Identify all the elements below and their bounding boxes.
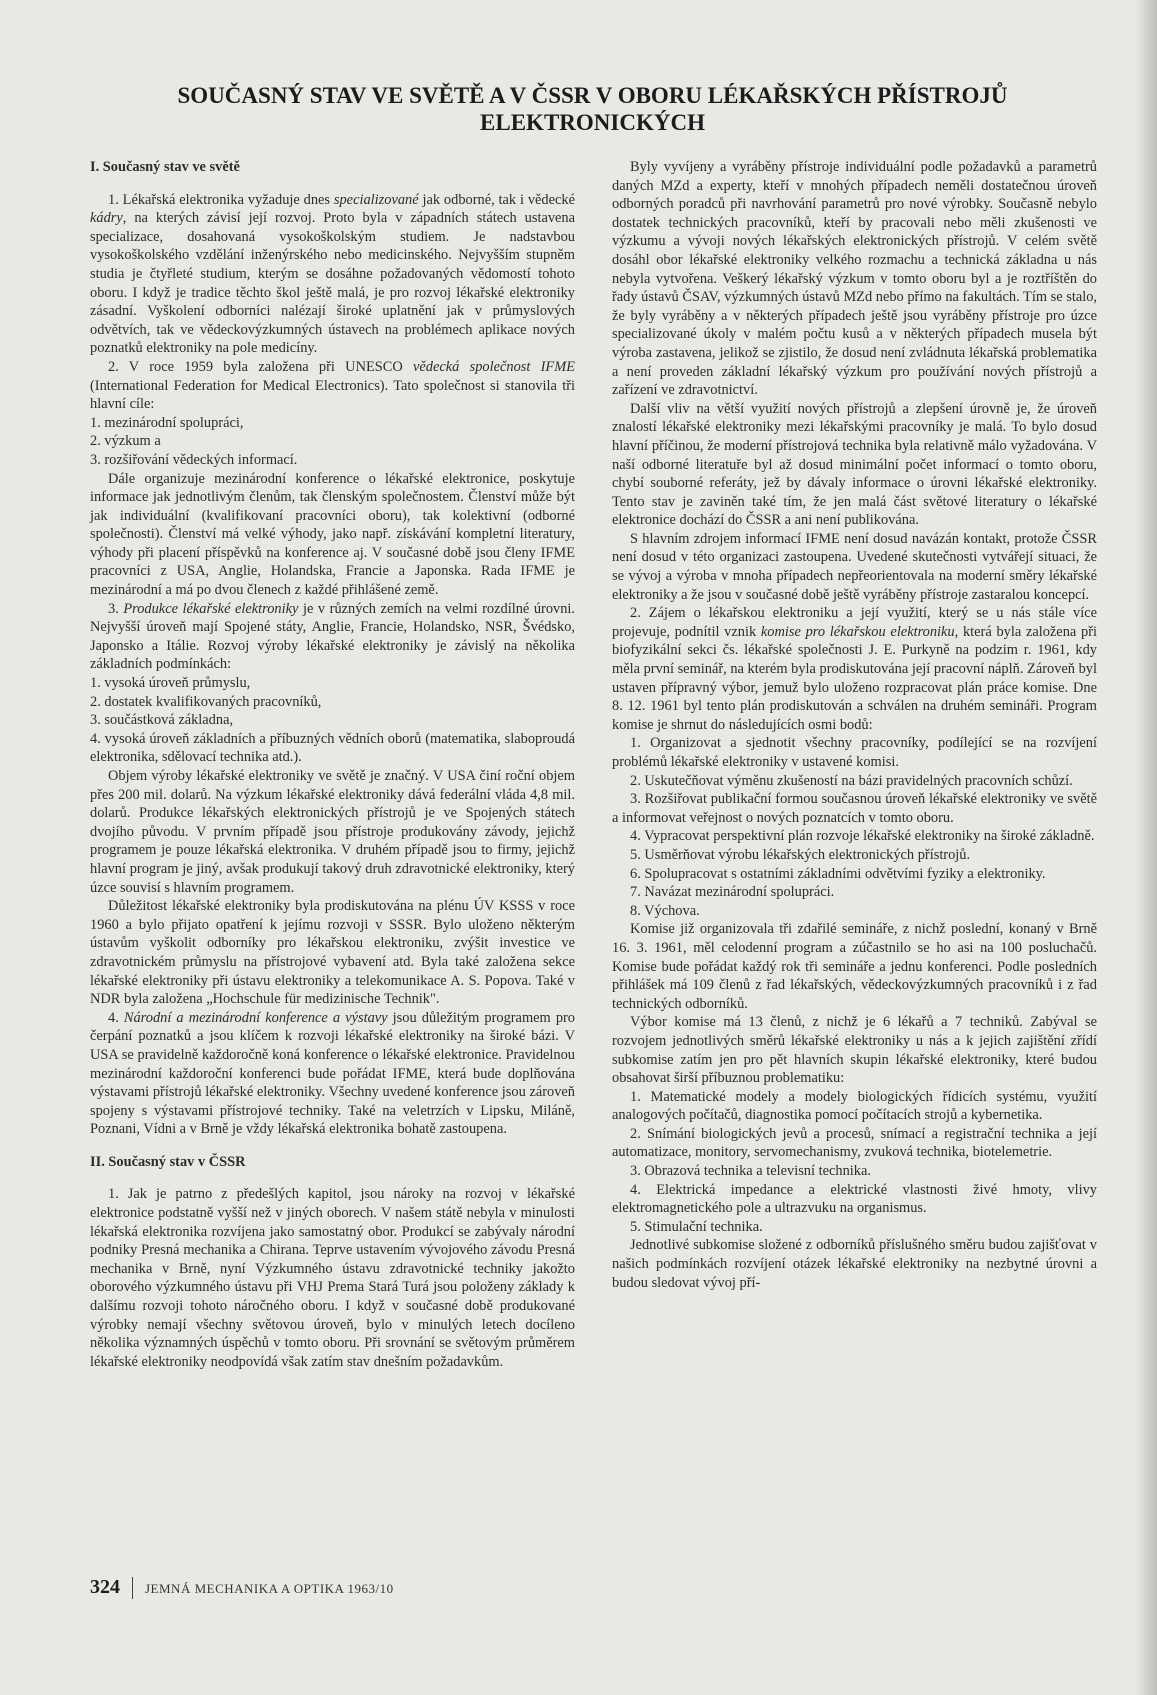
title-line-1: SOUČASNÝ STAV VE SVĚTĚ A V ČSSR V OBORU LÉKAŘSKÝCH PŘÍSTROJŮ [177,83,1008,108]
list-item: 1. vysoká úroveň průmyslu, [90,675,251,692]
left-column [90,158,575,1371]
paragraph: Důležitost lékařské elektroniky byla prodiskutována na plénu ÚV KSSS v roce 1960 a bylo přijato opatření k jejímu rozvoji v SSSR. Bylo uloženo některým ústavům vyškolit odborníky pro lékařskou elektroniku, zvýšit investice ve zdravotnickém průmyslu na přístrojové vybavení atd. Byla také založena sekce lékařské elektroniky při ústavu elektroniky a telekomunikace A. S. Popova. Také v NDR byla založena „Hochschule für medizinische Technik". [90,898,575,1008]
paragraph: Další vliv na větší využití nových přístrojů a zlepšení úrovně je, že úroveň znalostí lékařské elektroniky mezi lékařskými pracovníky je malá. To bylo dosud hlavní příčinou, že moderní přístrojová technika byla relativně málo vyžadována. V naší odborné literatuře byl až dosud minimální počet informací o tomto oboru, chybí souborné referáty, jež by dávaly informace o úrovni lékařské elektroniky. Tento stav je zaviněn také tím, že jen malá část světové literatury o lékařské elektronice dochází do ČSSR a ani není publikována. [612,400,1097,529]
list-item: 4. vysoká úroveň základních a příbuzných vědních oborů (matematika, slaboproudá elektronika, sdělovací technika atd.). [90,730,575,766]
paragraph: Jednotlivé subkomise složené z odborníků příslušného směru budou zajišťovat v našich podmínkách rozvíjení otázek lékařské elektroniky na nezbytné úrovni a budou sledovat vývoj pří- [612,1237,1097,1291]
paragraph: 4. Národní a mezinárodní konference a výstavy jsou důležitým programem pro čerpání poznatků a jsou klíčem k rozvoji lékařské elektroniky na široké bázi. V USA se pravidelně každoročně koná konference o lékařské elektronice. Pravidelnou mezinárodní každoroční konferenci bude pořádat IFME, která bude doplňována výstavami přístrojů lékařské elektroniky. Všechny uvedené konference jsou zároveň spojeny s výstavami přístrojové techniky. Také na veletrzích v Lipsku, Miláně, Poznani, Vídni a v Brně je vždy lékařská elektronika bohatě zastoupena. [90,1009,575,1138]
paragraph: S hlavním zdrojem informací IFME není dosud navázán kontakt, protože ČSSR není dosud v této organizaci zastoupena. Uvedené skutečnosti vytvářejí situaci, že se vývoj a výroba v mnoha případech nepřeorientovala na moderní směry lékařské elektroniky a že jsou v současné době ještě vyráběny přístroje zastaralou koncepcí. [612,530,1097,603]
list-item: 3. součástková základna, [90,712,234,729]
list-item: 1. mezinárodní spolupráci, [90,414,244,431]
program-point: 4. Vypracovat perspektivní plán rozvoje lékařské elektroniky na široké základně. [630,828,1095,845]
paragraph: 3. Produkce lékařské elektroniky je v různých zemích na velmi rozdílné úrovni. Nejvyšší úroveň mají Spojené státy, Anglie, Francie, Holandsko, NSR, Švédsko, Japonsko a Itálie. Rozvoj výroby lékařské elektroniky je závislý na několika základních podmínkách: [90,600,575,673]
journal-name: JEMNÁ MECHANIKA A OPTIKA 1963/10 [145,1581,394,1596]
subcommission-item: 4. Elektrická impedance a elektrické vlastnosti živé hmoty, vlivy elektromagnetického pole a ultrazvuku na organismus. [612,1181,1097,1217]
paragraph: Výbor komise má 13 členů, z nichž je 6 lékařů a 7 techniků. Zabýval se rozvojem jednotlivých směrů lékařské elektroniky u nás a k jejich zajištění zřídí subkomise zatím jen pro pět hlavních skupin lékařské elektroniky, které budou obsahovat širší příbuznou problematiku: [612,1014,1097,1087]
list-item: 2. dostatek kvalifikovaných pracovníků, [90,693,322,710]
program-point: 8. Výchova. [630,902,700,919]
paragraph: Komise již organizovala tři zdařilé semináře, z nichž poslední, konaný v Brně 16. 3. 1961, měl celodenní program a zúčastnilo se ho asi na 100 posluchačů. Komise bude pořádat každý rok tři semináře a jednu konferenci. Podle posledních přihlášek má 109 členů z řad lékařských, vědeckovýzkumných pracovníků i z řad technických odborníků. [612,921,1097,1012]
subcommission-item: 5. Stimulační technika. [630,1218,763,1235]
right-column [612,158,1097,1292]
section-heading-1: I. Současný stav ve světě [90,159,240,175]
page-edge-shadow [1135,0,1157,1695]
paragraph: 1. Jak je patrno z předešlých kapitol, jsou nároky na rozvoj v lékařské elektronice podstatně vyšší než v jiných oborech. V našem státě nebyla v minulosti lékařská elektronika rozvíjena jako samostatný obor. Produkcí se zabývaly národní podniky Presná mechanika a Chirana. Teprve ustavením vývojového závodu Presná mechanika v Brně, nyní Výzkumného ústavu zdravotnické techniky jakožto oborového výzkumného ústavu při VHJ Prema Stará Turá jsou položeny základy k dalšímu rozvoji tohoto náročného oboru. I když v současné době produkované výrobky nemají všechny světovou úroveň, bylo v minulých letech docíleno několika významných úspěchů v tomto oboru. Při srovnání se světovým průměrem lékařské elektroniky neodpovídá však zatím stav dnešním požadavkům. [90,1186,575,1370]
paragraph: 2. Zájem o lékařskou elektroniku a její využití, který se u nás stále více projevuje, podnítil vznik komise pro lékařskou elektroniku, která byla založena při biofyzikální sekci čs. lékařské společnosti J. E. Purkyně na podzim r. 1961, kdy měla první seminář, na kterém byla prodiskutována její pracovní náplň. Zároveň byl ustaven přípravný výbor, jemuž bylo uloženo rozpracovat plán práce komise. Dne 8. 12. 1961 byl tento plán prodiskutován a schválen na druhém semináři. Program komise je shrnut do následujících osmi bodů: [612,605,1097,733]
subcommission-item: 3. Obrazová technika a televisní technika. [630,1163,871,1180]
subcommission-item: 1. Matematické modely a modely biologických řídicích systému, využití analogových počítačů, diagnostika pomocí počítacích strojů a kybernetika. [612,1088,1097,1124]
list-item: 2. výzkum a [90,433,161,450]
footer-divider [132,1577,133,1599]
paragraph: Byly vyvíjeny a vyráběny přístroje individuální podle požadavků a parametrů daných MZd a experty, kteří v mnohých případech neměli dostatečnou úroveň odborných poradců při navrhování parametrů pro nové výrobky. Současně nebylo dostatek technických pracovníků, kteří by pracovali nebo měli zkušenosti ve výzkumu a vývoji nových lékařských elektronických přístrojů. V celém světě dosáhl obor lékařské elektroniky velkého rozmachu a technická základna u nás nebyla vytvořena. Veškerý lékařský výzkum v tomto oboru byl a je roztříštěn do řady ústavů ČSAV, výzkumných ústavů MZd nebo přímo na fakultách. Tím se stalo, že byly vyráběny a v některých případech ještě jsou vyráběny přístroje pro úzce specializované úkoly v malém počtu kusů a v některých případech musela být výroba zastavena, jelikož se zjistilo, že dosud není zvládnuta lékařská problematika a není proveden základní lékařský výzkum pro používání nových přístrojů a zařízení ve zdravotnictví. [612,159,1097,399]
section-heading-2: II. Současný stav v ČSSR [90,1153,246,1170]
article-title [120,82,1065,136]
title-line-2: ELEKTRONICKÝCH [480,110,705,135]
program-point: 6. Spolupracovat s ostatními základními odvětvími fyziky a elektroniky. [630,865,1046,882]
subcommission-item: 2. Snímání biologických jevů a procesů, snímací a registrační technika a její automatizace, monitory, servomechanismy, zvuková technika, biotelemetrie. [612,1125,1097,1161]
paragraph: 2. V roce 1959 byla založena při UNESCO vědecká společnost IFME (International Federation for Medical Electronics). Tato společnost si stanovila tři hlavní cíle: [90,358,575,413]
program-point: 1. Organizovat a sjednotit všechny pracovníky, podílející se na rozvíjení problémů lékařské elektroniky v ustavené komisi. [612,735,1097,770]
paragraph: Objem výroby lékařské elektroniky ve světě je značný. V USA činí roční objem přes 200 mil. dolarů. Na výzkum lékařské elektroniky dává federální vláda 4,8 mil. dolarů. Produkce lékařských elektronických přístrojů je ve Spojených státech dvojího původu. V prvním případě jsou přístroje produkovány závody, jejichž programem je pouze lékařská elektronika. V druhém případě jsou to firmy, jejichž hlavní program je jiný, avšak produkují takový druh zdravotnické elektroniky, který úzce souvisí s hlavním programem. [90,768,575,896]
paragraph: 1. Lékařská elektronika vyžaduje dnes specializované jak odborné, tak i vědecké kádry, na kterých závisí její rozvoj. Proto byla v západních státech ustavena specializace, dosahovaná vysokoškolským studiem. Je nadstavbou vysokoškolského vzdělání inženýrského nebo medicinského. Nejvyšším stupněm studia je čtyřleté studium, kterým se dosáhne požadovaných vědomostí tohoto oboru. I když je tradice těchto škol ještě malá, je pro rozvoj lékařské elektroniky zásadní. Vyškolení odborníci nalézají široké uplatnění jak v průmyslových odvětvích, tak ve vědeckovýzkumných ústavech na problémech aplikace nových poznatků elektroniky na pole medicíny. [90,191,575,357]
program-point: 3. Rozšiřovat publikační formou současnou úroveň lékařské elektroniky ve světě a informovat veřejnost o nových poznatcích v tomto oboru. [612,791,1097,826]
page-footer [90,1576,394,1599]
page-number: 324 [90,1576,120,1598]
program-point: 2. Uskutečňovat výměnu zkušeností na bázi pravidelných pracovních schůzí. [630,772,1073,789]
paragraph: Dále organizuje mezinárodní konference o lékařské elektronice, poskytuje informace jak jednotlivým členům, tak členským společnostem. Členství může být jak individuální (kvalifikovaní pracovníci oboru), tak kolektivní (odborné společnosti). Členství má velké výhody, jako např. získávání kompletní literatury, výhody při placení příspěvků na konference aj. V současné době jsou členy IFME pracovníci z USA, Anglie, Holandska, Francie a Japonska. Rada IFME je mezinárodní a má po dvou členech z každé přihlášené země. [90,470,575,599]
list-item: 3. rozšiřování vědeckých informací. [90,451,298,468]
program-point: 5. Usměrňovat výrobu lékařských elektronických přístrojů. [630,846,971,863]
program-point: 7. Navázat mezinárodní spolupráci. [630,884,835,901]
